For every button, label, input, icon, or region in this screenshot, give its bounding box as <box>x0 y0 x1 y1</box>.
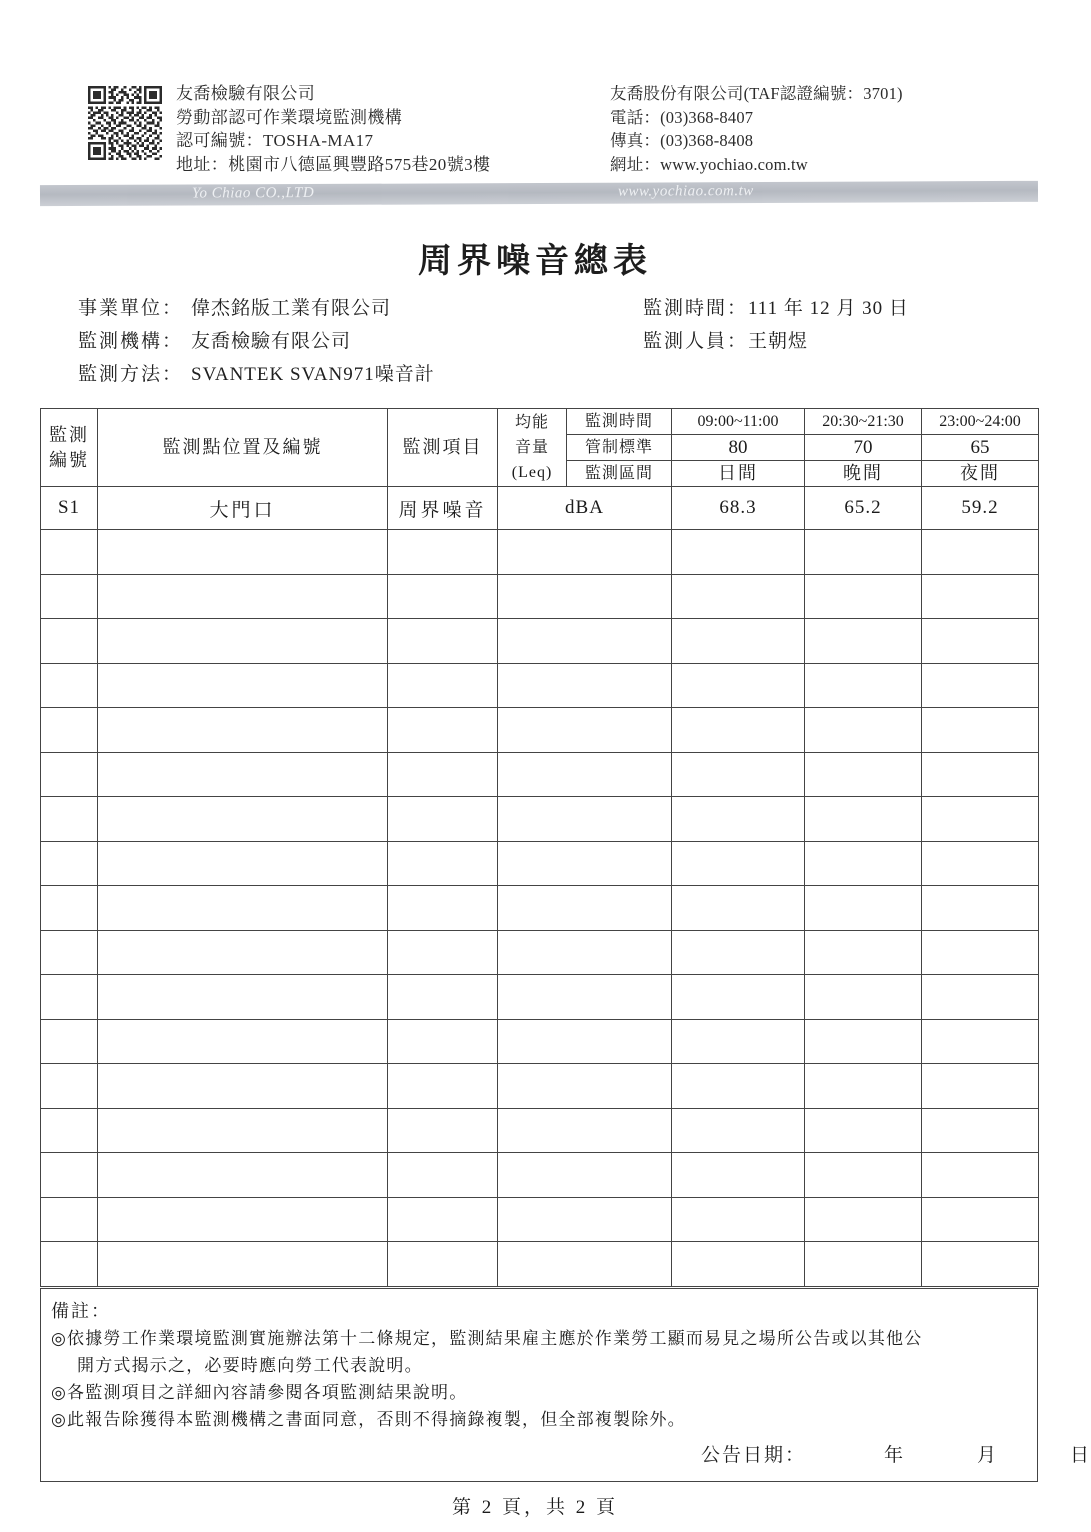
banner-company-en: Yo Chiao CO.,LTD <box>191 184 315 202</box>
cell-item: 周界噪音 <box>388 487 498 530</box>
header-monitor-no-line2: 編號 <box>49 449 89 470</box>
remarks-title: 備註： <box>51 1301 111 1321</box>
cell-empty <box>388 1019 498 1064</box>
cell-empty <box>805 1064 922 1109</box>
cell-empty <box>98 1108 388 1153</box>
cell-empty <box>498 930 672 975</box>
header-time-col-2: 20:30~21:30 <box>805 409 922 435</box>
cell-empty <box>41 1197 98 1242</box>
cell-empty <box>41 708 98 753</box>
cell-empty <box>98 752 388 797</box>
cell-empty <box>922 886 1039 931</box>
cell-empty <box>672 841 805 886</box>
cell-empty <box>98 1242 388 1287</box>
qr-code-icon <box>88 86 162 160</box>
cell-empty <box>805 1019 922 1064</box>
table-row-empty <box>41 708 1039 753</box>
remark-text: 依據勞工作業環境監測實施辦法第十二條規定，監測結果雇主應於作業勞工顯而易見之場所公告或以其他公 <box>67 1329 923 1348</box>
cell-empty <box>388 619 498 664</box>
company-name: 友喬檢驗有限公司 <box>176 84 316 103</box>
meta-monitor-date-label: 監測時間： <box>643 298 749 319</box>
header-row-standard: 管制標準 <box>567 435 672 461</box>
cell-empty <box>388 886 498 931</box>
cell-empty <box>388 975 498 1020</box>
table-row-empty <box>41 797 1039 842</box>
cell-location: 大門口 <box>98 487 388 530</box>
cell-empty <box>672 1108 805 1153</box>
table-row-empty <box>41 1197 1039 1242</box>
remark-marker: ◎ <box>51 1410 68 1429</box>
header-monitor-no-line1: 監測 <box>49 424 89 445</box>
cell-empty <box>805 975 922 1020</box>
meta-method <box>78 358 435 391</box>
table-row-empty <box>41 574 1039 619</box>
cell-empty <box>805 752 922 797</box>
period-col-2: 晚間 <box>805 461 922 487</box>
cell-empty <box>922 663 1039 708</box>
cell-empty <box>498 797 672 842</box>
cell-empty <box>98 841 388 886</box>
cell-empty <box>922 1197 1039 1242</box>
cell-empty <box>388 663 498 708</box>
cell-empty <box>498 663 672 708</box>
standard-col-2: 70 <box>805 435 922 461</box>
cell-empty <box>41 1153 98 1198</box>
company-website: 網址：www.yochiao.com.tw <box>610 154 808 174</box>
cell-unit: dBA <box>498 487 672 530</box>
meta-personnel-value: 王朝煜 <box>748 331 809 352</box>
cell-empty <box>922 1108 1039 1153</box>
cell-empty <box>41 619 98 664</box>
meta-monitor-date-value: 111 年 12 月 30 日 <box>748 298 909 319</box>
cell-empty <box>672 975 805 1020</box>
cell-empty <box>388 797 498 842</box>
report-meta <box>78 292 1008 391</box>
cell-empty <box>41 886 98 931</box>
cell-empty <box>498 1064 672 1109</box>
remark-text: 此報告除獲得本監測機構之書面同意，否則不得摘錄複製，但全部複製除外。 <box>67 1410 686 1429</box>
banner-website: www.yochiao.com.tw <box>617 183 754 200</box>
remark-marker: ◎ <box>51 1383 68 1402</box>
letterhead <box>88 82 988 176</box>
noise-measurement-table <box>40 408 1039 1287</box>
header-item: 監測項目 <box>388 409 498 487</box>
cell-empty <box>388 1108 498 1153</box>
cell-empty <box>922 1019 1039 1064</box>
cell-empty <box>498 1242 672 1287</box>
cell-empty <box>922 619 1039 664</box>
meta-agency-label: 監測機構： <box>78 331 184 352</box>
remark-note <box>51 1406 1027 1433</box>
cell-empty <box>388 752 498 797</box>
cell-empty <box>98 797 388 842</box>
cell-empty <box>388 708 498 753</box>
meta-personnel <box>643 325 808 358</box>
header-leq-line2: 音量 <box>514 439 549 456</box>
cell-value-2: 65.2 <box>805 487 922 530</box>
header-time-col-1: 09:00~11:00 <box>672 409 805 435</box>
table-header-row-1 <box>41 409 1039 435</box>
table-row-empty <box>41 1108 1039 1153</box>
header-leq <box>498 409 567 487</box>
meta-entity <box>78 292 391 325</box>
cell-empty <box>922 841 1039 886</box>
meta-agency <box>78 325 351 358</box>
cell-empty <box>98 708 388 753</box>
cell-empty <box>498 752 672 797</box>
cell-empty <box>98 930 388 975</box>
page-number: 第 2 頁，共 2 頁 <box>451 1497 618 1518</box>
cell-empty <box>672 530 805 575</box>
header-leq-line3: (Leq) <box>511 464 553 481</box>
table-row-empty <box>41 663 1039 708</box>
cell-empty <box>41 930 98 975</box>
cell-empty <box>922 975 1039 1020</box>
cell-empty <box>922 930 1039 975</box>
cell-empty <box>98 663 388 708</box>
company-license-no: 認可編號：TOSHA-MA17 <box>176 131 374 150</box>
cell-empty <box>98 1197 388 1242</box>
header-row-period: 監測區間 <box>567 461 672 487</box>
meta-entity-value: 偉杰銘版工業有限公司 <box>191 298 392 319</box>
cell-empty <box>805 1242 922 1287</box>
remark-marker: ◎ <box>51 1329 68 1348</box>
company-info-left <box>176 82 596 176</box>
cell-empty <box>41 1242 98 1287</box>
cell-empty <box>672 886 805 931</box>
table-row-empty <box>41 1019 1039 1064</box>
cell-empty <box>98 975 388 1020</box>
cell-empty <box>388 530 498 575</box>
remark-note <box>51 1379 1027 1406</box>
table-row-empty <box>41 752 1039 797</box>
cell-empty <box>41 1019 98 1064</box>
cell-empty <box>672 619 805 664</box>
cell-empty <box>922 1242 1039 1287</box>
cell-empty <box>922 752 1039 797</box>
cell-empty <box>922 574 1039 619</box>
cell-empty <box>922 530 1039 575</box>
cell-empty <box>388 1197 498 1242</box>
table-row-empty <box>41 975 1039 1020</box>
remark-note <box>51 1325 1027 1379</box>
cell-empty <box>922 708 1039 753</box>
cell-empty <box>98 619 388 664</box>
cell-empty <box>805 841 922 886</box>
cell-empty <box>498 1019 672 1064</box>
cell-empty <box>388 1064 498 1109</box>
header-monitor-no <box>41 409 98 487</box>
cell-empty <box>805 1108 922 1153</box>
standard-col-1: 80 <box>672 435 805 461</box>
cell-empty <box>672 574 805 619</box>
cell-empty <box>672 752 805 797</box>
meta-method-label: 監測方法： <box>78 364 184 385</box>
cell-empty <box>498 530 672 575</box>
header-row-monitor-time: 監測時間 <box>567 409 672 435</box>
header-leq-line1: 均能 <box>514 414 549 431</box>
publish-date-line <box>701 1440 1091 1467</box>
cell-empty <box>498 1153 672 1198</box>
cell-empty <box>672 1242 805 1287</box>
table-row-empty <box>41 619 1039 664</box>
cell-empty <box>41 1108 98 1153</box>
table-row-empty <box>41 886 1039 931</box>
cell-empty <box>805 530 922 575</box>
cell-empty <box>805 619 922 664</box>
table-row-empty <box>41 1242 1039 1287</box>
cell-empty <box>498 574 672 619</box>
cell-monitor-no: S1 <box>41 487 98 530</box>
meta-row <box>78 358 1008 391</box>
cell-empty <box>98 530 388 575</box>
page-title: 周界噪音總表 <box>418 243 652 280</box>
cell-empty <box>388 841 498 886</box>
table-row-empty <box>41 1153 1039 1198</box>
cell-empty <box>805 663 922 708</box>
cell-empty <box>41 975 98 1020</box>
taf-company-name: 友喬股份有限公司(TAF認證編號：3701) <box>610 84 903 103</box>
cell-empty <box>672 1064 805 1109</box>
cell-empty <box>388 930 498 975</box>
standard-col-3: 65 <box>922 435 1039 461</box>
publish-date-label: 公告日期： <box>701 1445 807 1466</box>
cell-empty <box>805 930 922 975</box>
meta-entity-label: 事業單位： <box>78 298 184 319</box>
cell-empty <box>805 1153 922 1198</box>
cell-empty <box>41 530 98 575</box>
cell-empty <box>498 1108 672 1153</box>
meta-row <box>78 292 1008 325</box>
table-row-empty <box>41 530 1039 575</box>
cell-empty <box>98 574 388 619</box>
cell-empty <box>388 1242 498 1287</box>
cell-empty <box>672 663 805 708</box>
meta-agency-value: 友喬檢驗有限公司 <box>191 331 352 352</box>
meta-method-value: SVANTEK SVAN971噪音計 <box>191 364 435 385</box>
cell-value-1: 68.3 <box>672 487 805 530</box>
table-row-empty <box>41 841 1039 886</box>
cell-empty <box>498 708 672 753</box>
remark-text-cont: 開方式揭示之，必要時應向勞工代表說明。 <box>77 1356 423 1375</box>
table-row <box>41 487 1039 530</box>
cell-empty <box>805 574 922 619</box>
cell-empty <box>98 1064 388 1109</box>
cell-empty <box>98 1153 388 1198</box>
cell-empty <box>922 797 1039 842</box>
cell-empty <box>498 886 672 931</box>
company-accreditation: 勞動部認可作業環境監測機構 <box>176 107 403 127</box>
meta-monitor-date <box>643 292 909 325</box>
publish-year-unit: 年 <box>884 1445 906 1466</box>
cell-empty <box>498 1197 672 1242</box>
table-row-empty <box>41 1064 1039 1109</box>
cell-empty <box>498 619 672 664</box>
cell-empty <box>498 841 672 886</box>
publish-month-unit: 月 <box>977 1445 999 1466</box>
cell-empty <box>805 708 922 753</box>
cell-empty <box>98 886 388 931</box>
cell-empty <box>672 930 805 975</box>
cell-empty <box>41 841 98 886</box>
table-row-empty <box>41 930 1039 975</box>
cell-empty <box>805 1197 922 1242</box>
cell-empty <box>672 708 805 753</box>
remarks-box <box>40 1288 1091 1482</box>
cell-empty <box>388 1153 498 1198</box>
company-info-right <box>596 82 988 176</box>
header-time-col-3: 23:00~24:00 <box>922 409 1039 435</box>
company-address: 地址：桃園市八德區興豐路575巷20號3樓 <box>176 154 491 174</box>
cell-empty <box>41 752 98 797</box>
cell-empty <box>805 797 922 842</box>
cell-empty <box>672 1019 805 1064</box>
brand-banner <box>40 181 1038 206</box>
cell-empty <box>498 975 672 1020</box>
cell-empty <box>41 663 98 708</box>
cell-empty <box>672 1197 805 1242</box>
cell-empty <box>41 797 98 842</box>
publish-day-unit: 日 <box>1070 1445 1091 1466</box>
cell-empty <box>922 1064 1039 1109</box>
remark-text: 各監測項目之詳細內容請參閱各項監測結果說明。 <box>67 1383 468 1402</box>
meta-personnel-label: 監測人員： <box>643 331 749 352</box>
cell-empty <box>805 886 922 931</box>
company-phone: 電話：(03)368-8407 <box>610 107 754 127</box>
cell-empty <box>41 574 98 619</box>
company-fax: 傳真：(03)368-8408 <box>610 131 754 150</box>
period-col-1: 日間 <box>672 461 805 487</box>
cell-empty <box>98 1019 388 1064</box>
cell-empty <box>388 574 498 619</box>
period-col-3: 夜間 <box>922 461 1039 487</box>
cell-empty <box>922 1153 1039 1198</box>
cell-value-3: 59.2 <box>922 487 1039 530</box>
cell-empty <box>672 1153 805 1198</box>
cell-empty <box>672 797 805 842</box>
header-location: 監測點位置及編號 <box>98 409 388 487</box>
meta-row <box>78 325 1008 358</box>
cell-empty <box>41 1064 98 1109</box>
